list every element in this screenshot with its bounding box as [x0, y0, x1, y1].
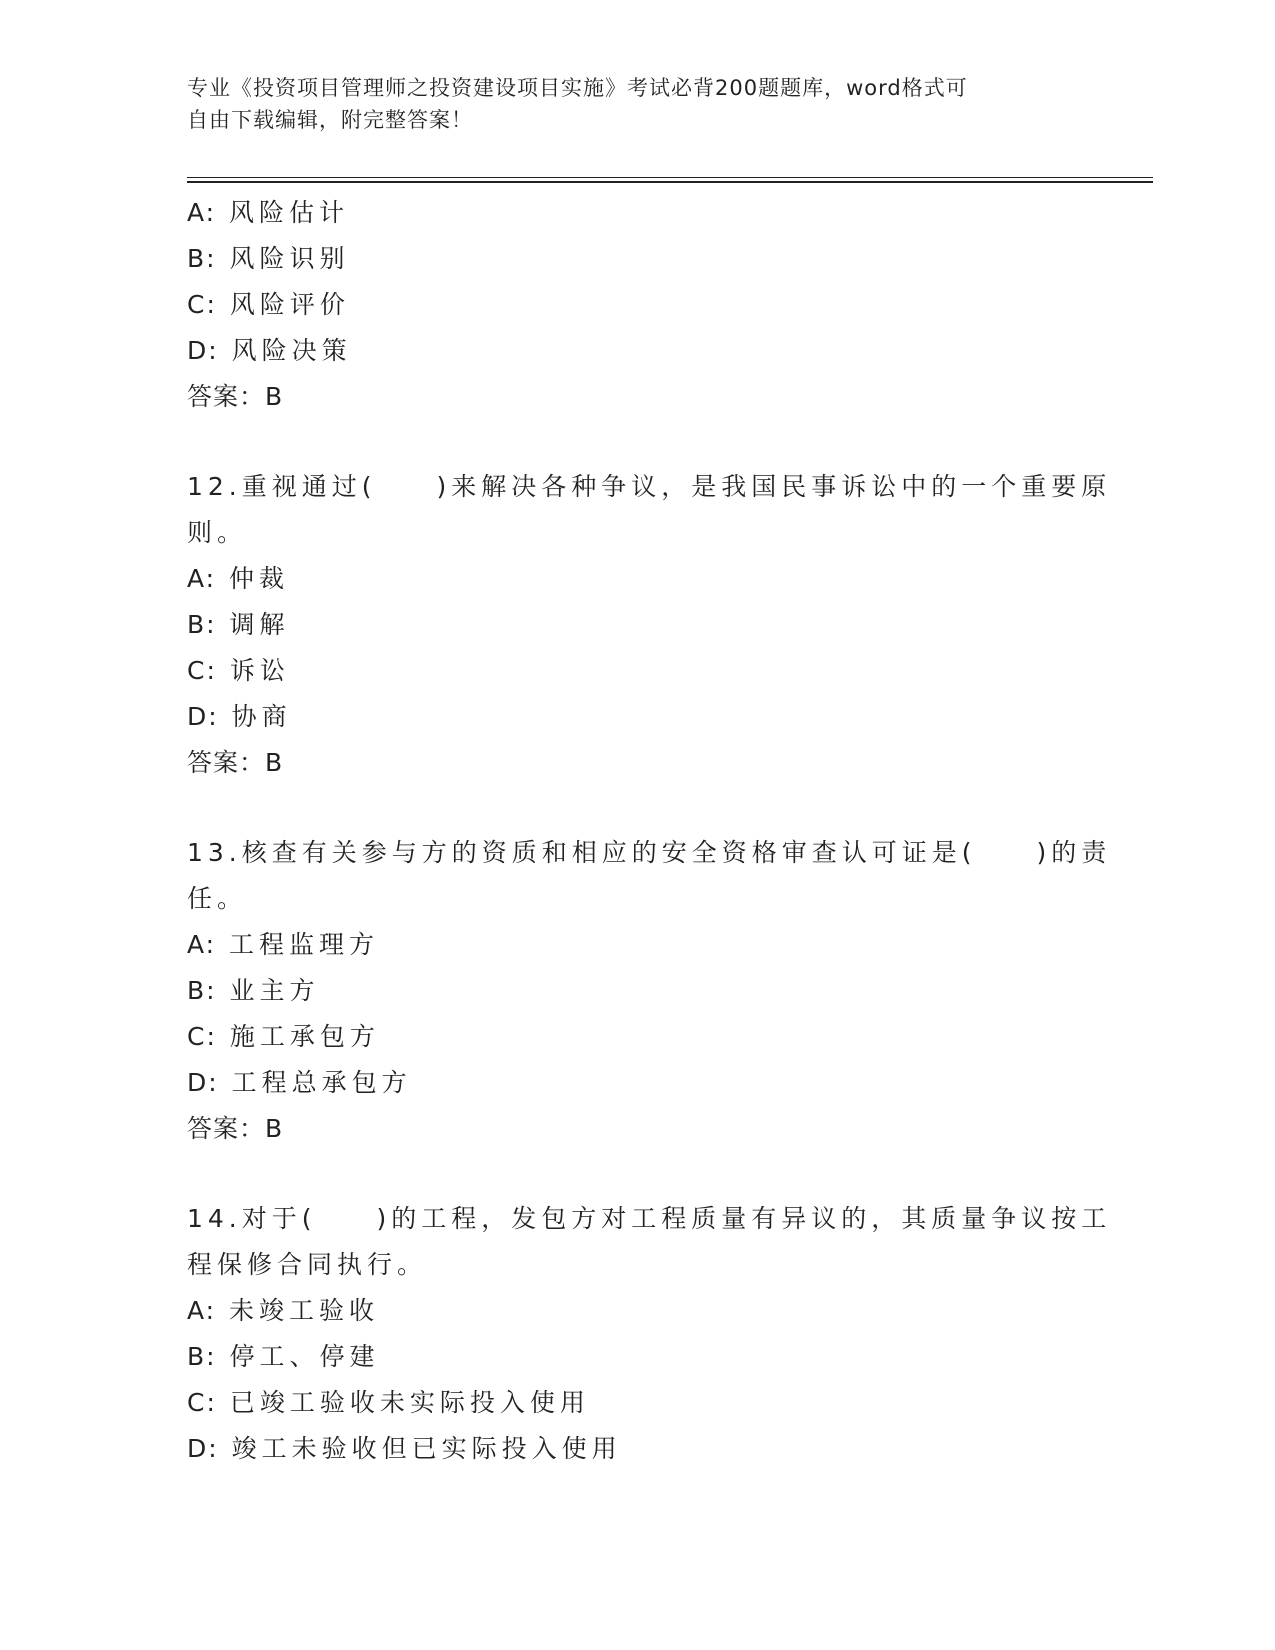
header-line-2: 自由下载编辑，附完整答案！ [187, 108, 473, 132]
document-header [187, 72, 1067, 136]
question-12 [187, 464, 1112, 786]
question-text: 13.核查有关参与方的资质和相应的安全资格审查认可证是( )的责 [187, 838, 1112, 867]
option-b: B: 业主方 [187, 976, 320, 1005]
option-d: D: 风险决策 [187, 336, 352, 365]
option-d: D: 工程总承包方 [187, 1068, 412, 1097]
option-a: A: 风险估计 [187, 198, 350, 227]
question-text-cont: 任。 [187, 884, 248, 913]
question-text: 12.重视通过( )来解决各种争议，是我国民事诉讼中的一个重要原 [187, 472, 1112, 501]
option-d: D: 竣工未验收但已实际投入使用 [187, 1434, 622, 1463]
option-b: B: 调解 [187, 610, 290, 639]
header-divider-thin [187, 177, 1153, 178]
question-14 [187, 1196, 1112, 1472]
option-b: B: 风险识别 [187, 244, 350, 273]
option-c: C: 诉讼 [187, 656, 290, 685]
question-list [187, 190, 1112, 1472]
option-c: C: 施工承包方 [187, 1022, 380, 1051]
option-a: A: 未竣工验收 [187, 1296, 380, 1325]
answer-line: 答案：B [187, 748, 284, 777]
header-divider-thick [187, 181, 1153, 183]
question-text-cont: 则。 [187, 518, 248, 547]
answer-line: 答案：B [187, 382, 284, 411]
option-a: A: 工程监理方 [187, 930, 380, 959]
question-text-cont: 程保修合同执行。 [187, 1250, 428, 1279]
option-d: D: 协商 [187, 702, 292, 731]
question-13 [187, 830, 1112, 1152]
option-b: B: 停工、停建 [187, 1342, 380, 1371]
header-line-1: 专业《投资项目管理师之投资建设项目实施》考试必背200题题库，word格式可 [187, 76, 968, 100]
option-c: C: 风险评价 [187, 290, 350, 319]
question-text: 14.对于( )的工程，发包方对工程质量有异议的，其质量争议按工 [187, 1204, 1112, 1233]
option-c: C: 已竣工验收未实际投入使用 [187, 1388, 590, 1417]
option-a: A: 仲裁 [187, 564, 290, 593]
question-11 [187, 190, 1067, 420]
answer-line: 答案：B [187, 1114, 284, 1143]
